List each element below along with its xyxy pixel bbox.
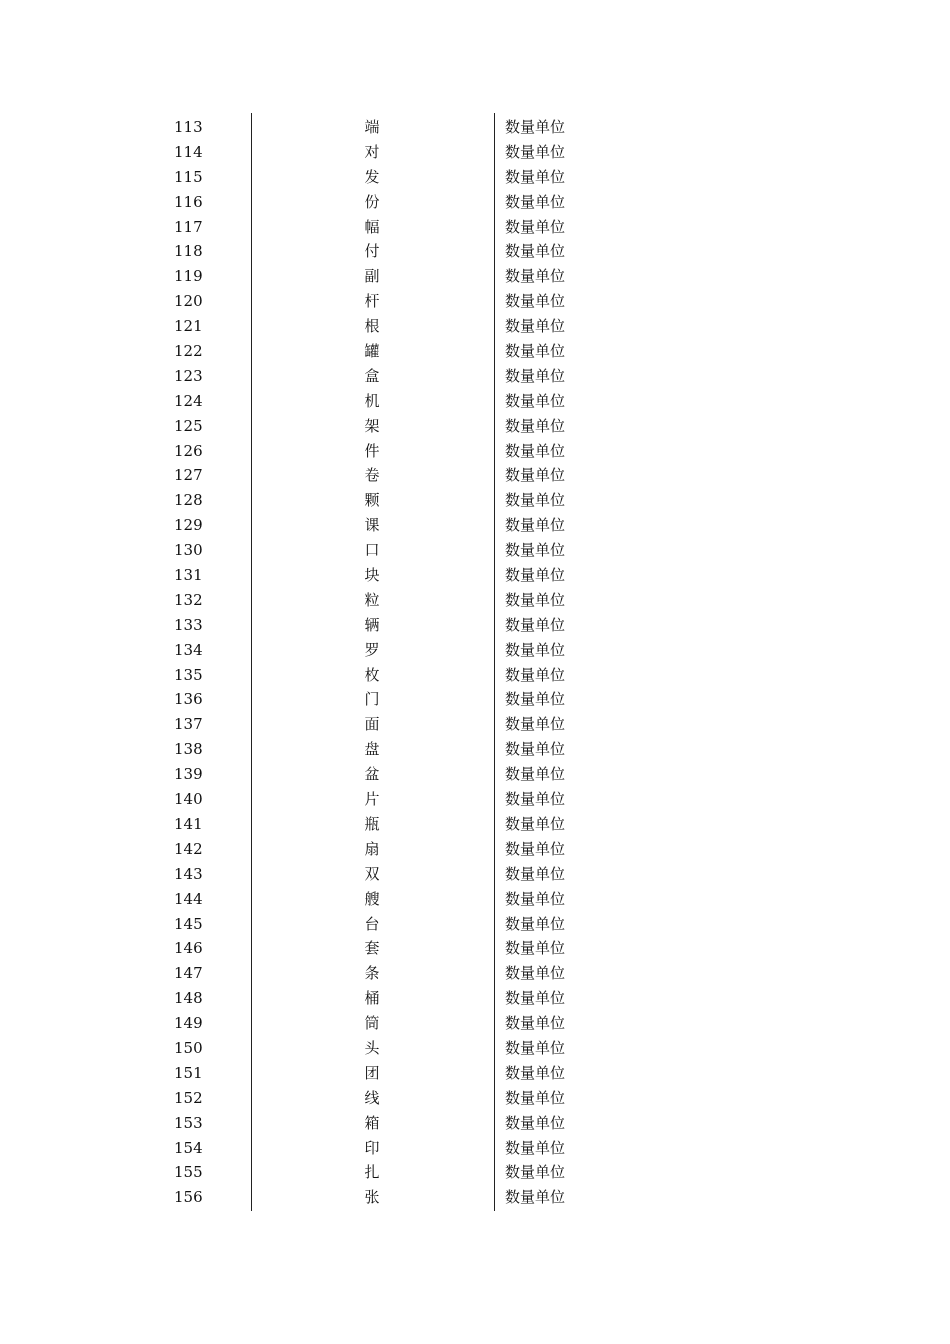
table-row [160,936,580,961]
unit-name: 扇 [364,839,380,858]
row-number: 129 [174,516,203,535]
row-number: 140 [174,790,203,809]
table-row [160,613,580,638]
table-row [160,289,580,314]
table-row [160,115,580,140]
unit-category: 数量单位 [505,640,566,659]
row-number: 136 [174,690,203,709]
unit-category: 数量单位 [505,217,566,236]
table-row [160,513,580,538]
unit-name: 块 [364,566,380,585]
unit-category: 数量单位 [505,939,566,958]
unit-category: 数量单位 [505,989,566,1008]
table-row [160,1185,580,1210]
table-row [160,762,580,787]
unit-name: 瓶 [364,814,380,833]
unit-name: 幅 [364,217,380,236]
table-row [160,638,580,663]
unit-category: 数量单位 [505,142,566,161]
table-row [160,215,580,240]
row-number: 113 [174,118,203,136]
table-row [160,1086,580,1111]
unit-name: 印 [364,1138,380,1157]
unit-category: 数量单位 [505,366,566,385]
unit-category: 数量单位 [505,441,566,460]
table-row [160,488,580,513]
table-row [160,314,580,339]
unit-category: 数量单位 [505,192,566,211]
unit-name: 杆 [364,292,380,311]
unit-category: 数量单位 [505,1113,566,1132]
unit-category: 数量单位 [505,790,566,809]
unit-name: 箱 [364,1113,380,1132]
table-row [160,414,580,439]
table-row [160,389,580,414]
unit-table [160,115,580,1210]
unit-category: 数量单位 [505,1163,566,1182]
unit-name: 课 [364,516,380,535]
unit-category: 数量单位 [505,889,566,908]
table-row [160,737,580,762]
row-number: 149 [174,1014,203,1033]
unit-name: 头 [364,1038,380,1057]
unit-category: 数量单位 [505,566,566,585]
unit-name: 发 [364,167,380,186]
table-row [160,1011,580,1036]
unit-name: 枚 [364,665,380,684]
row-number: 152 [174,1088,203,1107]
row-number: 153 [174,1113,203,1132]
table-row [160,887,580,912]
row-number: 141 [174,814,203,833]
unit-category: 数量单位 [505,516,566,535]
unit-category: 数量单位 [505,541,566,560]
unit-category: 数量单位 [505,317,566,336]
unit-category: 数量单位 [505,590,566,609]
unit-category: 数量单位 [505,615,566,634]
row-number: 123 [174,366,203,385]
table-row [160,712,580,737]
unit-name: 副 [364,267,380,286]
unit-category: 数量单位 [505,1038,566,1057]
table-row [160,787,580,812]
row-number: 127 [174,466,203,485]
unit-category: 数量单位 [505,391,566,410]
unit-category: 数量单位 [505,242,566,261]
table-row [160,812,580,837]
unit-name: 口 [364,541,380,560]
table-row [160,339,580,364]
row-number: 142 [174,839,203,858]
unit-name: 面 [364,715,380,734]
row-number: 150 [174,1038,203,1057]
unit-name: 筒 [364,1014,380,1033]
row-number: 126 [174,441,203,460]
table-row [160,364,580,389]
row-number: 120 [174,292,203,311]
unit-name: 片 [364,790,380,809]
row-number: 114 [174,142,203,161]
unit-category: 数量单位 [505,839,566,858]
unit-name: 对 [364,142,380,161]
unit-category: 数量单位 [505,267,566,286]
unit-name: 端 [364,118,380,136]
unit-name: 桶 [364,989,380,1008]
row-number: 115 [174,167,203,186]
unit-category: 数量单位 [505,118,566,136]
unit-name: 线 [364,1088,380,1107]
unit-name: 套 [364,939,380,958]
row-number: 146 [174,939,203,958]
row-number: 137 [174,715,203,734]
unit-category: 数量单位 [505,864,566,883]
unit-name: 架 [364,416,380,435]
row-number: 148 [174,989,203,1008]
unit-name: 条 [364,964,380,983]
unit-name: 罐 [364,342,380,361]
row-number: 128 [174,491,203,510]
unit-name: 付 [364,242,380,261]
row-number: 144 [174,889,203,908]
row-number: 145 [174,914,203,933]
unit-category: 数量单位 [505,814,566,833]
unit-category: 数量单位 [505,1188,566,1207]
unit-category: 数量单位 [505,342,566,361]
table-row [160,563,580,588]
unit-name: 根 [364,317,380,336]
row-number: 134 [174,640,203,659]
row-number: 121 [174,317,203,336]
row-number: 116 [174,192,203,211]
unit-name: 盆 [364,765,380,784]
row-number: 119 [174,267,203,286]
table-row [160,986,580,1011]
unit-category: 数量单位 [505,1088,566,1107]
row-number: 125 [174,416,203,435]
unit-name: 颗 [364,491,380,510]
row-number: 154 [174,1138,203,1157]
table-row [160,961,580,986]
unit-category: 数量单位 [505,914,566,933]
unit-category: 数量单位 [505,765,566,784]
row-number: 131 [174,566,203,585]
unit-category: 数量单位 [505,665,566,684]
table-row [160,239,580,264]
table-row [160,862,580,887]
unit-name: 盘 [364,740,380,759]
unit-category: 数量单位 [505,491,566,510]
unit-category: 数量单位 [505,715,566,734]
unit-category: 数量单位 [505,690,566,709]
table-row [160,663,580,688]
row-number: 151 [174,1063,203,1082]
table-row [160,1036,580,1061]
unit-name: 盒 [364,366,380,385]
table-row [160,264,580,289]
unit-name: 双 [364,864,380,883]
table-row [160,538,580,563]
unit-category: 数量单位 [505,466,566,485]
row-number: 124 [174,391,203,410]
unit-category: 数量单位 [505,964,566,983]
unit-category: 数量单位 [505,167,566,186]
row-number: 155 [174,1163,203,1182]
unit-name: 扎 [364,1163,380,1182]
table-row [160,140,580,165]
table-row [160,588,580,613]
row-number: 138 [174,740,203,759]
row-number: 133 [174,615,203,634]
unit-name: 张 [364,1188,380,1207]
row-number: 122 [174,342,203,361]
unit-category: 数量单位 [505,740,566,759]
row-number: 130 [174,541,203,560]
table-row [160,1111,580,1136]
table-row [160,1061,580,1086]
table-row [160,1160,580,1185]
table-row [160,165,580,190]
unit-category: 数量单位 [505,292,566,311]
table-row [160,439,580,464]
row-number: 117 [174,217,203,236]
table-row [160,463,580,488]
row-number: 135 [174,665,203,684]
row-number: 118 [174,242,203,261]
unit-name: 艘 [364,889,380,908]
unit-category: 数量单位 [505,1138,566,1157]
table-row [160,837,580,862]
unit-category: 数量单位 [505,1014,566,1033]
row-number: 143 [174,864,203,883]
table-row [160,190,580,215]
unit-category: 数量单位 [505,1063,566,1082]
unit-name: 罗 [364,640,380,659]
row-number: 156 [174,1188,203,1207]
unit-name: 辆 [364,615,380,634]
table-row [160,912,580,937]
unit-name: 台 [364,914,380,933]
table-row [160,1136,580,1161]
unit-name: 份 [364,192,380,211]
unit-name: 粒 [364,590,380,609]
unit-name: 件 [364,441,380,460]
row-number: 139 [174,765,203,784]
unit-name: 门 [364,690,380,709]
table-row [160,687,580,712]
unit-name: 团 [364,1063,380,1082]
unit-name: 卷 [364,466,380,485]
row-number: 132 [174,590,203,609]
unit-category: 数量单位 [505,416,566,435]
unit-name: 机 [364,391,380,410]
row-number: 147 [174,964,203,983]
